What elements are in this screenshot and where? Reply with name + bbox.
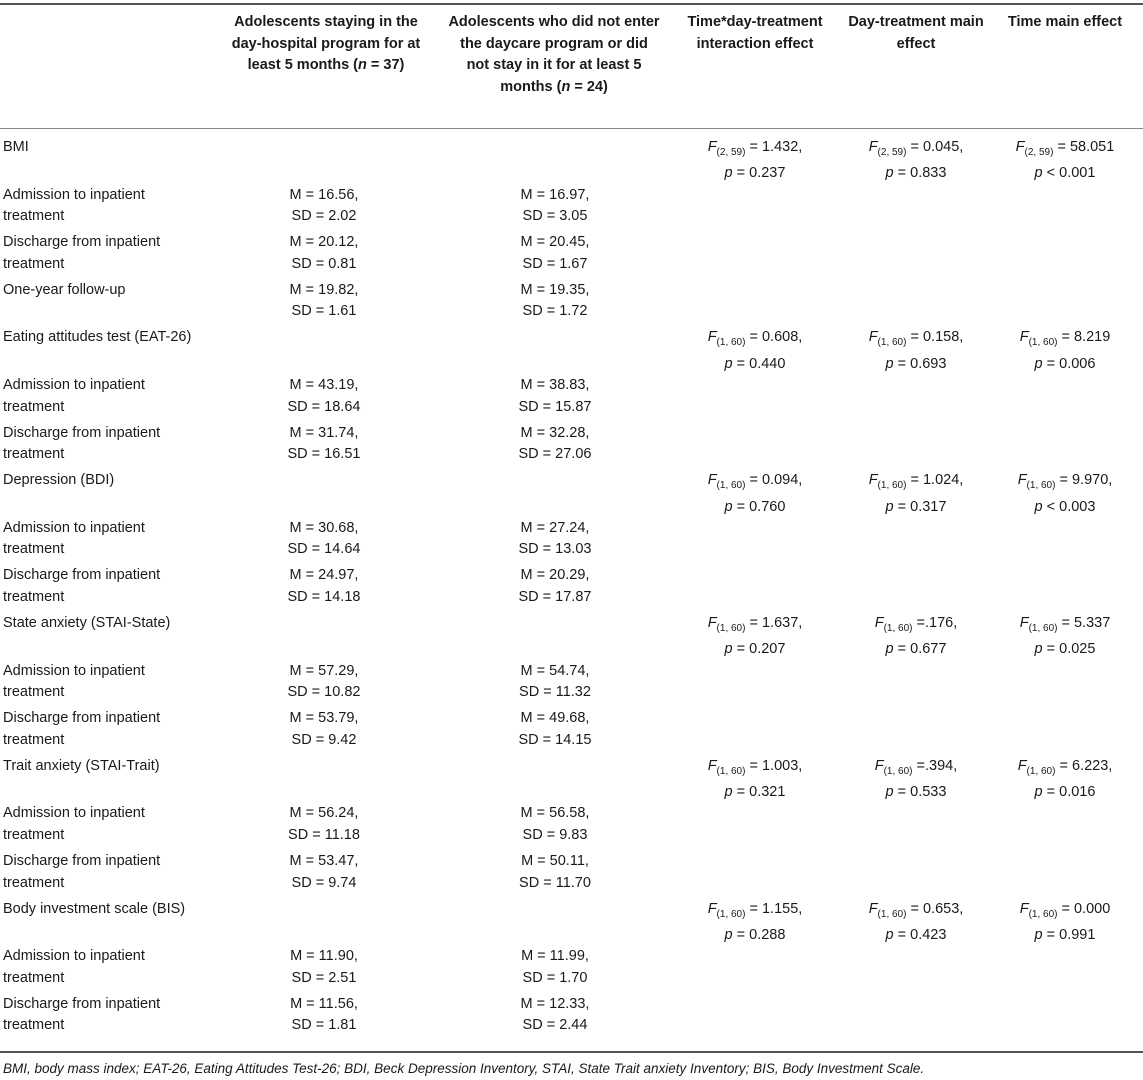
non-daycare-value bbox=[480, 375, 630, 418]
day-hospital-value-line: M = 53.79, bbox=[289, 710, 359, 727]
row-label: Depression (BDI) bbox=[3, 472, 115, 489]
day-hospital-value bbox=[249, 565, 399, 608]
time-stat bbox=[990, 470, 1140, 518]
non-daycare-value-line: M = 32.28, bbox=[520, 424, 590, 441]
day-treatment-stat-line: $F_{(1, 60)} = 1.024$, bbox=[868, 472, 964, 492]
day-hospital-value bbox=[249, 280, 399, 323]
table-footnote: BMI, body mass index; EAT-26, Eating Attitudes Test-26; BDI, Beck Depression Inventory, STAI, State Trait anxiety Inventory; BIS, Body Investment Scale. bbox=[3, 1061, 925, 1076]
interaction-stat bbox=[680, 756, 830, 804]
non-daycare-value-line: M = 12.33, bbox=[520, 995, 590, 1012]
time-stat-line: p < 0.003 bbox=[1034, 498, 1096, 515]
day-hospital-value-line: SD = 1.81 bbox=[291, 1017, 357, 1034]
row-label: Admission to inpatient treatment bbox=[3, 519, 145, 558]
day-hospital-value-line: SD = 2.51 bbox=[291, 969, 357, 986]
non-daycare-value-line: SD = 1.67 bbox=[522, 255, 588, 272]
day-hospital-value-line: M = 57.29, bbox=[289, 662, 359, 679]
day-hospital-value-line: M = 30.68, bbox=[289, 519, 359, 536]
time-stat bbox=[990, 613, 1140, 661]
row-label: Discharge from inpatient treatment bbox=[3, 424, 161, 463]
non-daycare-value-line: M = 38.83, bbox=[520, 377, 590, 393]
row-label: Body investment scale (BIS) bbox=[3, 900, 186, 917]
day-treatment-stat-line: $F_{(1, 60)} =.176$, bbox=[874, 615, 958, 634]
day-hospital-value-line: M = 11.56, bbox=[290, 995, 358, 1012]
table-row bbox=[0, 851, 1143, 899]
day-treatment-stat-line: p = 0.423 bbox=[885, 926, 947, 943]
day-hospital-value-line: M = 24.97, bbox=[289, 567, 359, 584]
day-hospital-value-line: SD = 18.64 bbox=[287, 398, 361, 415]
row-label: Admission to inpatient treatment bbox=[3, 377, 145, 415]
time-stat-line: $F_{(1, 60)} = 0.000$ bbox=[1019, 900, 1111, 920]
non-daycare-value-line: M = 20.45, bbox=[520, 234, 590, 251]
time-stat-line: $F_{(1, 60)} = 5.337$ bbox=[1019, 615, 1111, 634]
day-hospital-value-line: M = 19.82, bbox=[289, 281, 359, 298]
table-row bbox=[0, 518, 1143, 566]
day-hospital-value-line: M = 11.90, bbox=[290, 948, 358, 965]
interaction-stat-line: $F_{(2, 59)} = 1.432$, bbox=[707, 139, 803, 158]
header-interaction-effect: Time*day-treatment interaction effect bbox=[687, 14, 823, 52]
day-hospital-value-line: SD = 9.74 bbox=[291, 874, 357, 891]
day-hospital-value bbox=[249, 518, 399, 561]
non-daycare-value-line: SD = 27.06 bbox=[518, 446, 592, 463]
interaction-stat-line: p = 0.440 bbox=[724, 355, 786, 372]
day-treatment-stat-line: p = 0.833 bbox=[885, 165, 947, 182]
interaction-stat bbox=[680, 470, 830, 518]
day-treatment-stat-line: p = 0.693 bbox=[885, 355, 947, 372]
row-label: One-year follow-up bbox=[3, 281, 126, 298]
day-hospital-value-line: SD = 11.18 bbox=[288, 826, 360, 843]
non-daycare-value-line: SD = 1.72 bbox=[522, 303, 588, 320]
non-daycare-value-line: SD = 3.05 bbox=[522, 208, 588, 225]
day-hospital-value bbox=[249, 661, 399, 704]
interaction-stat bbox=[680, 613, 830, 661]
table-row bbox=[0, 185, 1143, 233]
time-stat bbox=[990, 899, 1140, 947]
non-daycare-value-line: M = 20.29, bbox=[520, 567, 590, 584]
non-daycare-value bbox=[480, 851, 630, 894]
interaction-stat-line: p = 0.760 bbox=[724, 498, 786, 515]
table-row bbox=[0, 137, 1143, 185]
time-stat bbox=[990, 137, 1140, 185]
time-stat bbox=[990, 756, 1140, 804]
table-bottom-rule bbox=[0, 1051, 1143, 1053]
day-hospital-value-line: M = 31.74, bbox=[289, 424, 359, 441]
day-hospital-value-line: SD = 16.51 bbox=[287, 446, 361, 463]
row-label: BMI bbox=[3, 139, 29, 155]
non-daycare-value-line: M = 49.68, bbox=[520, 710, 590, 727]
table-row bbox=[0, 280, 1143, 328]
non-daycare-value-line: SD = 15.87 bbox=[518, 398, 592, 415]
table-row bbox=[0, 661, 1143, 709]
non-daycare-value-line: SD = 1.70 bbox=[522, 969, 588, 986]
row-label: State anxiety (STAI-State) bbox=[3, 615, 171, 631]
day-hospital-value-line: M = 56.24, bbox=[289, 805, 359, 822]
day-treatment-stat bbox=[846, 613, 986, 661]
interaction-stat-line: $F_{(1, 60)} = 0.094$, bbox=[707, 472, 803, 492]
table-row bbox=[0, 946, 1143, 994]
row-label: Admission to inpatient treatment bbox=[3, 948, 145, 986]
header-rule bbox=[0, 128, 1143, 129]
interaction-stat-line: p = 0.207 bbox=[724, 641, 786, 658]
non-daycare-value-line: SD = 14.15 bbox=[518, 731, 592, 748]
interaction-stat-line: p = 0.237 bbox=[724, 165, 786, 182]
interaction-stat-line: $F_{(1, 60)} = 0.608$, bbox=[707, 329, 803, 349]
table-row bbox=[0, 375, 1143, 423]
table-row bbox=[0, 232, 1143, 280]
non-daycare-value-line: M = 56.58, bbox=[520, 805, 590, 822]
day-treatment-stat-line: $F_{(1, 60)} = 0.653$, bbox=[868, 900, 964, 920]
day-hospital-value-line: M = 20.12, bbox=[289, 234, 359, 251]
non-daycare-value bbox=[480, 708, 630, 751]
day-treatment-stat bbox=[846, 756, 986, 804]
day-hospital-value-line: SD = 14.64 bbox=[287, 541, 361, 558]
time-stat-line: $F_{(1, 60)} = 6.223$, bbox=[1017, 757, 1113, 777]
interaction-stat bbox=[680, 899, 830, 947]
time-stat bbox=[990, 327, 1140, 375]
non-daycare-value-line: M = 27.24, bbox=[520, 519, 590, 536]
interaction-stat bbox=[680, 137, 830, 185]
non-daycare-value-line: SD = 11.70 bbox=[519, 874, 591, 891]
non-daycare-value-line: SD = 13.03 bbox=[518, 541, 592, 558]
row-label: Discharge from inpatient treatment bbox=[3, 853, 161, 891]
table-row bbox=[0, 708, 1143, 756]
header-non-daycare-group: Adolescents who did not enter the daycare program or did not stay in it for at least 5 months (n = 24) bbox=[448, 14, 660, 95]
day-treatment-stat bbox=[846, 899, 986, 947]
day-hospital-value bbox=[249, 946, 399, 989]
day-hospital-value-line: SD = 10.82 bbox=[287, 684, 361, 701]
day-treatment-stat-line: p = 0.317 bbox=[885, 498, 947, 515]
day-hospital-value bbox=[249, 851, 399, 894]
interaction-stat bbox=[680, 327, 830, 375]
non-daycare-value bbox=[480, 946, 630, 989]
day-treatment-stat bbox=[846, 137, 986, 185]
day-hospital-value-line: M = 53.47, bbox=[289, 853, 359, 869]
time-stat-line: p = 0.016 bbox=[1034, 784, 1096, 801]
non-daycare-value-line: SD = 11.32 bbox=[519, 684, 591, 701]
non-daycare-value-line: M = 54.74, bbox=[520, 662, 590, 679]
table-row bbox=[0, 994, 1143, 1042]
day-treatment-stat bbox=[846, 470, 986, 518]
table-top-rule bbox=[0, 3, 1143, 5]
non-daycare-value bbox=[480, 803, 630, 846]
day-treatment-stat-line: $F_{(1, 60)} =.394$, bbox=[874, 757, 958, 777]
day-hospital-value-line: M = 43.19, bbox=[289, 377, 359, 393]
header-time-effect: Time main effect bbox=[1007, 14, 1123, 30]
day-treatment-stat-line: $F_{(1, 60)} = 0.158$, bbox=[868, 329, 964, 349]
day-hospital-value-line: SD = 2.02 bbox=[291, 208, 357, 225]
day-treatment-stat-line: p = 0.677 bbox=[885, 641, 947, 658]
day-treatment-stat bbox=[846, 327, 986, 375]
time-stat-line: p = 0.991 bbox=[1034, 926, 1096, 943]
row-label: Admission to inpatient treatment bbox=[3, 805, 145, 843]
day-hospital-value bbox=[249, 708, 399, 751]
row-label: Admission to inpatient treatment bbox=[3, 186, 145, 225]
table-row bbox=[0, 756, 1143, 804]
header-day-treatment-effect: Day-treatment main effect bbox=[848, 14, 984, 52]
non-daycare-value bbox=[480, 518, 630, 561]
non-daycare-value-line: M = 50.11, bbox=[521, 853, 589, 869]
interaction-stat-line: p = 0.321 bbox=[724, 784, 786, 801]
day-hospital-value bbox=[249, 375, 399, 418]
time-stat-line: p = 0.006 bbox=[1034, 355, 1096, 372]
table-row bbox=[0, 899, 1143, 947]
day-hospital-value bbox=[249, 803, 399, 846]
row-label: Discharge from inpatient treatment bbox=[3, 995, 161, 1034]
non-daycare-value-line: M = 19.35, bbox=[520, 281, 590, 298]
time-stat-line: $F_{(1, 60)} = 9.970$, bbox=[1017, 472, 1113, 492]
non-daycare-value bbox=[480, 661, 630, 704]
time-stat-line: p < 0.001 bbox=[1034, 165, 1096, 182]
non-daycare-value-line: M = 16.97, bbox=[520, 186, 590, 203]
day-hospital-value-line: SD = 0.81 bbox=[291, 255, 357, 272]
day-hospital-value bbox=[249, 232, 399, 275]
non-daycare-value bbox=[480, 280, 630, 323]
day-treatment-stat-line: p = 0.533 bbox=[885, 784, 947, 801]
table-row bbox=[0, 565, 1143, 613]
day-treatment-stat-line: $F_{(2, 59)} = 0.045$, bbox=[868, 139, 964, 158]
day-hospital-value-line: SD = 9.42 bbox=[291, 731, 357, 748]
row-label: Admission to inpatient treatment bbox=[3, 662, 145, 701]
interaction-stat-line: $F_{(1, 60)} = 1.003$, bbox=[707, 757, 803, 777]
header-day-hospital-group: Adolescents staying in the day-hospital program for at least 5 months (n = 37) bbox=[231, 14, 421, 73]
interaction-stat-line: $F_{(1, 60)} = 1.155$, bbox=[707, 900, 803, 920]
non-daycare-value bbox=[480, 185, 630, 228]
time-stat-line: p = 0.025 bbox=[1034, 641, 1096, 658]
day-hospital-value bbox=[249, 185, 399, 228]
day-hospital-value-line: SD = 1.61 bbox=[291, 303, 357, 320]
row-label: Discharge from inpatient treatment bbox=[3, 710, 161, 748]
day-hospital-value bbox=[249, 423, 399, 466]
interaction-stat-line: p = 0.288 bbox=[724, 926, 786, 943]
day-hospital-value-line: SD = 14.18 bbox=[287, 588, 361, 605]
non-daycare-value-line: SD = 9.83 bbox=[522, 826, 588, 843]
time-stat-line: $F_{(1, 60)} = 8.219$ bbox=[1019, 329, 1111, 349]
row-label: Discharge from inpatient treatment bbox=[3, 567, 161, 605]
table-row bbox=[0, 470, 1143, 518]
non-daycare-value bbox=[480, 565, 630, 608]
row-label: Discharge from inpatient treatment bbox=[3, 234, 161, 272]
non-daycare-value bbox=[480, 994, 630, 1037]
row-label: Trait anxiety (STAI-Trait) bbox=[3, 757, 160, 774]
non-daycare-value-line: M = 11.99, bbox=[521, 948, 589, 965]
time-stat-line: $F_{(2, 59)} = 58.051$ bbox=[1015, 139, 1115, 158]
day-hospital-value-line: M = 16.56, bbox=[289, 186, 359, 203]
non-daycare-value bbox=[480, 423, 630, 466]
interaction-stat-line: $F_{(1, 60)} = 1.637$, bbox=[707, 615, 803, 634]
table-row bbox=[0, 803, 1143, 851]
day-hospital-value bbox=[249, 994, 399, 1037]
row-label: Eating attitudes test (EAT-26) bbox=[3, 329, 192, 346]
table-row bbox=[0, 423, 1143, 471]
table-row bbox=[0, 613, 1143, 661]
non-daycare-value-line: SD = 2.44 bbox=[522, 1017, 588, 1034]
table-row bbox=[0, 327, 1143, 375]
non-daycare-value bbox=[480, 232, 630, 275]
non-daycare-value-line: SD = 17.87 bbox=[518, 588, 592, 605]
